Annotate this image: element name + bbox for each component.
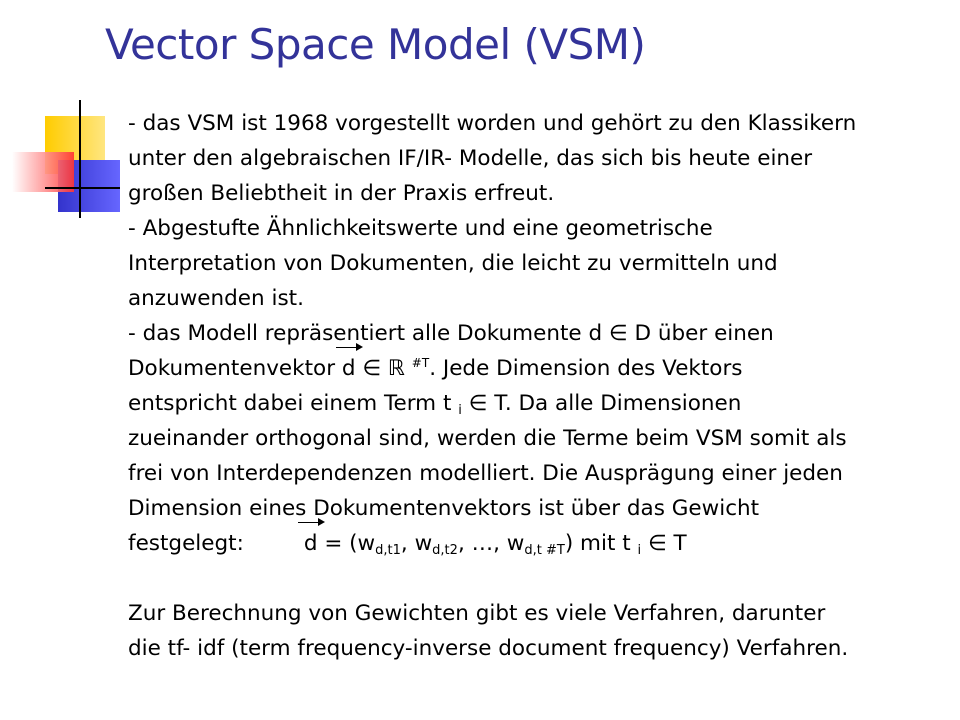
formula-eq: = (w	[317, 531, 376, 556]
body-line-9	[128, 386, 943, 421]
body-line-2: unter den algebraischen IF/IR- Modelle, das sich bis heute einer	[128, 146, 813, 171]
line9-post: ∈ T. Da alle Dimensionen	[461, 391, 742, 416]
body-line-8	[128, 351, 943, 386]
formula-line	[128, 526, 943, 561]
formula-sub-1: d,t1	[375, 543, 401, 558]
line8-post: . Jede Dimension des Vektors	[429, 356, 743, 381]
body-line-11: frei von Interdependenzen modelliert. Die Ausprägung einer jeden	[128, 461, 843, 486]
body-line-15: die tf- idf (term frequency-inverse document frequency) Verfahren.	[128, 636, 849, 661]
body-line-10: zueinander orthogonal sind, werden die Terme beim VSM somit als	[128, 426, 847, 451]
body-line-1: - das VSM ist 1968 vorgestellt worden und gehört zu den Klassikern	[128, 111, 857, 136]
formula-sub-4: i	[637, 543, 642, 558]
line8-sup: #T	[411, 356, 430, 370]
vector-d: d	[342, 351, 356, 386]
formula-label: festgelegt:	[128, 531, 244, 556]
body-line-12: Dimension eines Dokumentenvektors ist über das Gewicht	[128, 496, 760, 521]
red-square	[12, 152, 74, 192]
slide-body	[128, 106, 943, 666]
line8-mid: ∈ ℝ	[355, 356, 412, 381]
body-line-3: großen Beliebtheit in der Praxis erfreut.	[128, 181, 555, 206]
line9-sub: i	[458, 403, 462, 418]
formula-end: ∈ T	[641, 531, 687, 556]
formula-vector-d: d	[304, 526, 318, 561]
formula-sub-2: d,t2	[432, 543, 458, 558]
body-line-4: - Abgestufte Ähnlichkeitswerte und eine geometrische	[128, 216, 713, 241]
slide-title: Vector Space Model (VSM)	[105, 20, 646, 69]
corner-decoration	[0, 0, 120, 240]
formula-sep-1: , w	[400, 531, 433, 556]
body-line-5: Interpretation von Dokumenten, die leicht zu vermitteln und	[128, 251, 778, 276]
body-line-7: - das Modell repräsentiert alle Dokumente d ∈ D über einen	[128, 321, 774, 346]
body-line-14: Zur Berechnung von Gewichten gibt es viele Verfahren, darunter	[128, 601, 826, 626]
formula-close: ) mit t	[564, 531, 638, 556]
formula-sub-3: d,t #T	[524, 543, 565, 558]
line8-pre: Dokumentenvektor	[128, 356, 342, 381]
body-line-6: anzuwenden ist.	[128, 286, 304, 311]
formula-sep-2: , …, w	[457, 531, 525, 556]
line9-pre: entspricht dabei einem Term t	[128, 391, 459, 416]
